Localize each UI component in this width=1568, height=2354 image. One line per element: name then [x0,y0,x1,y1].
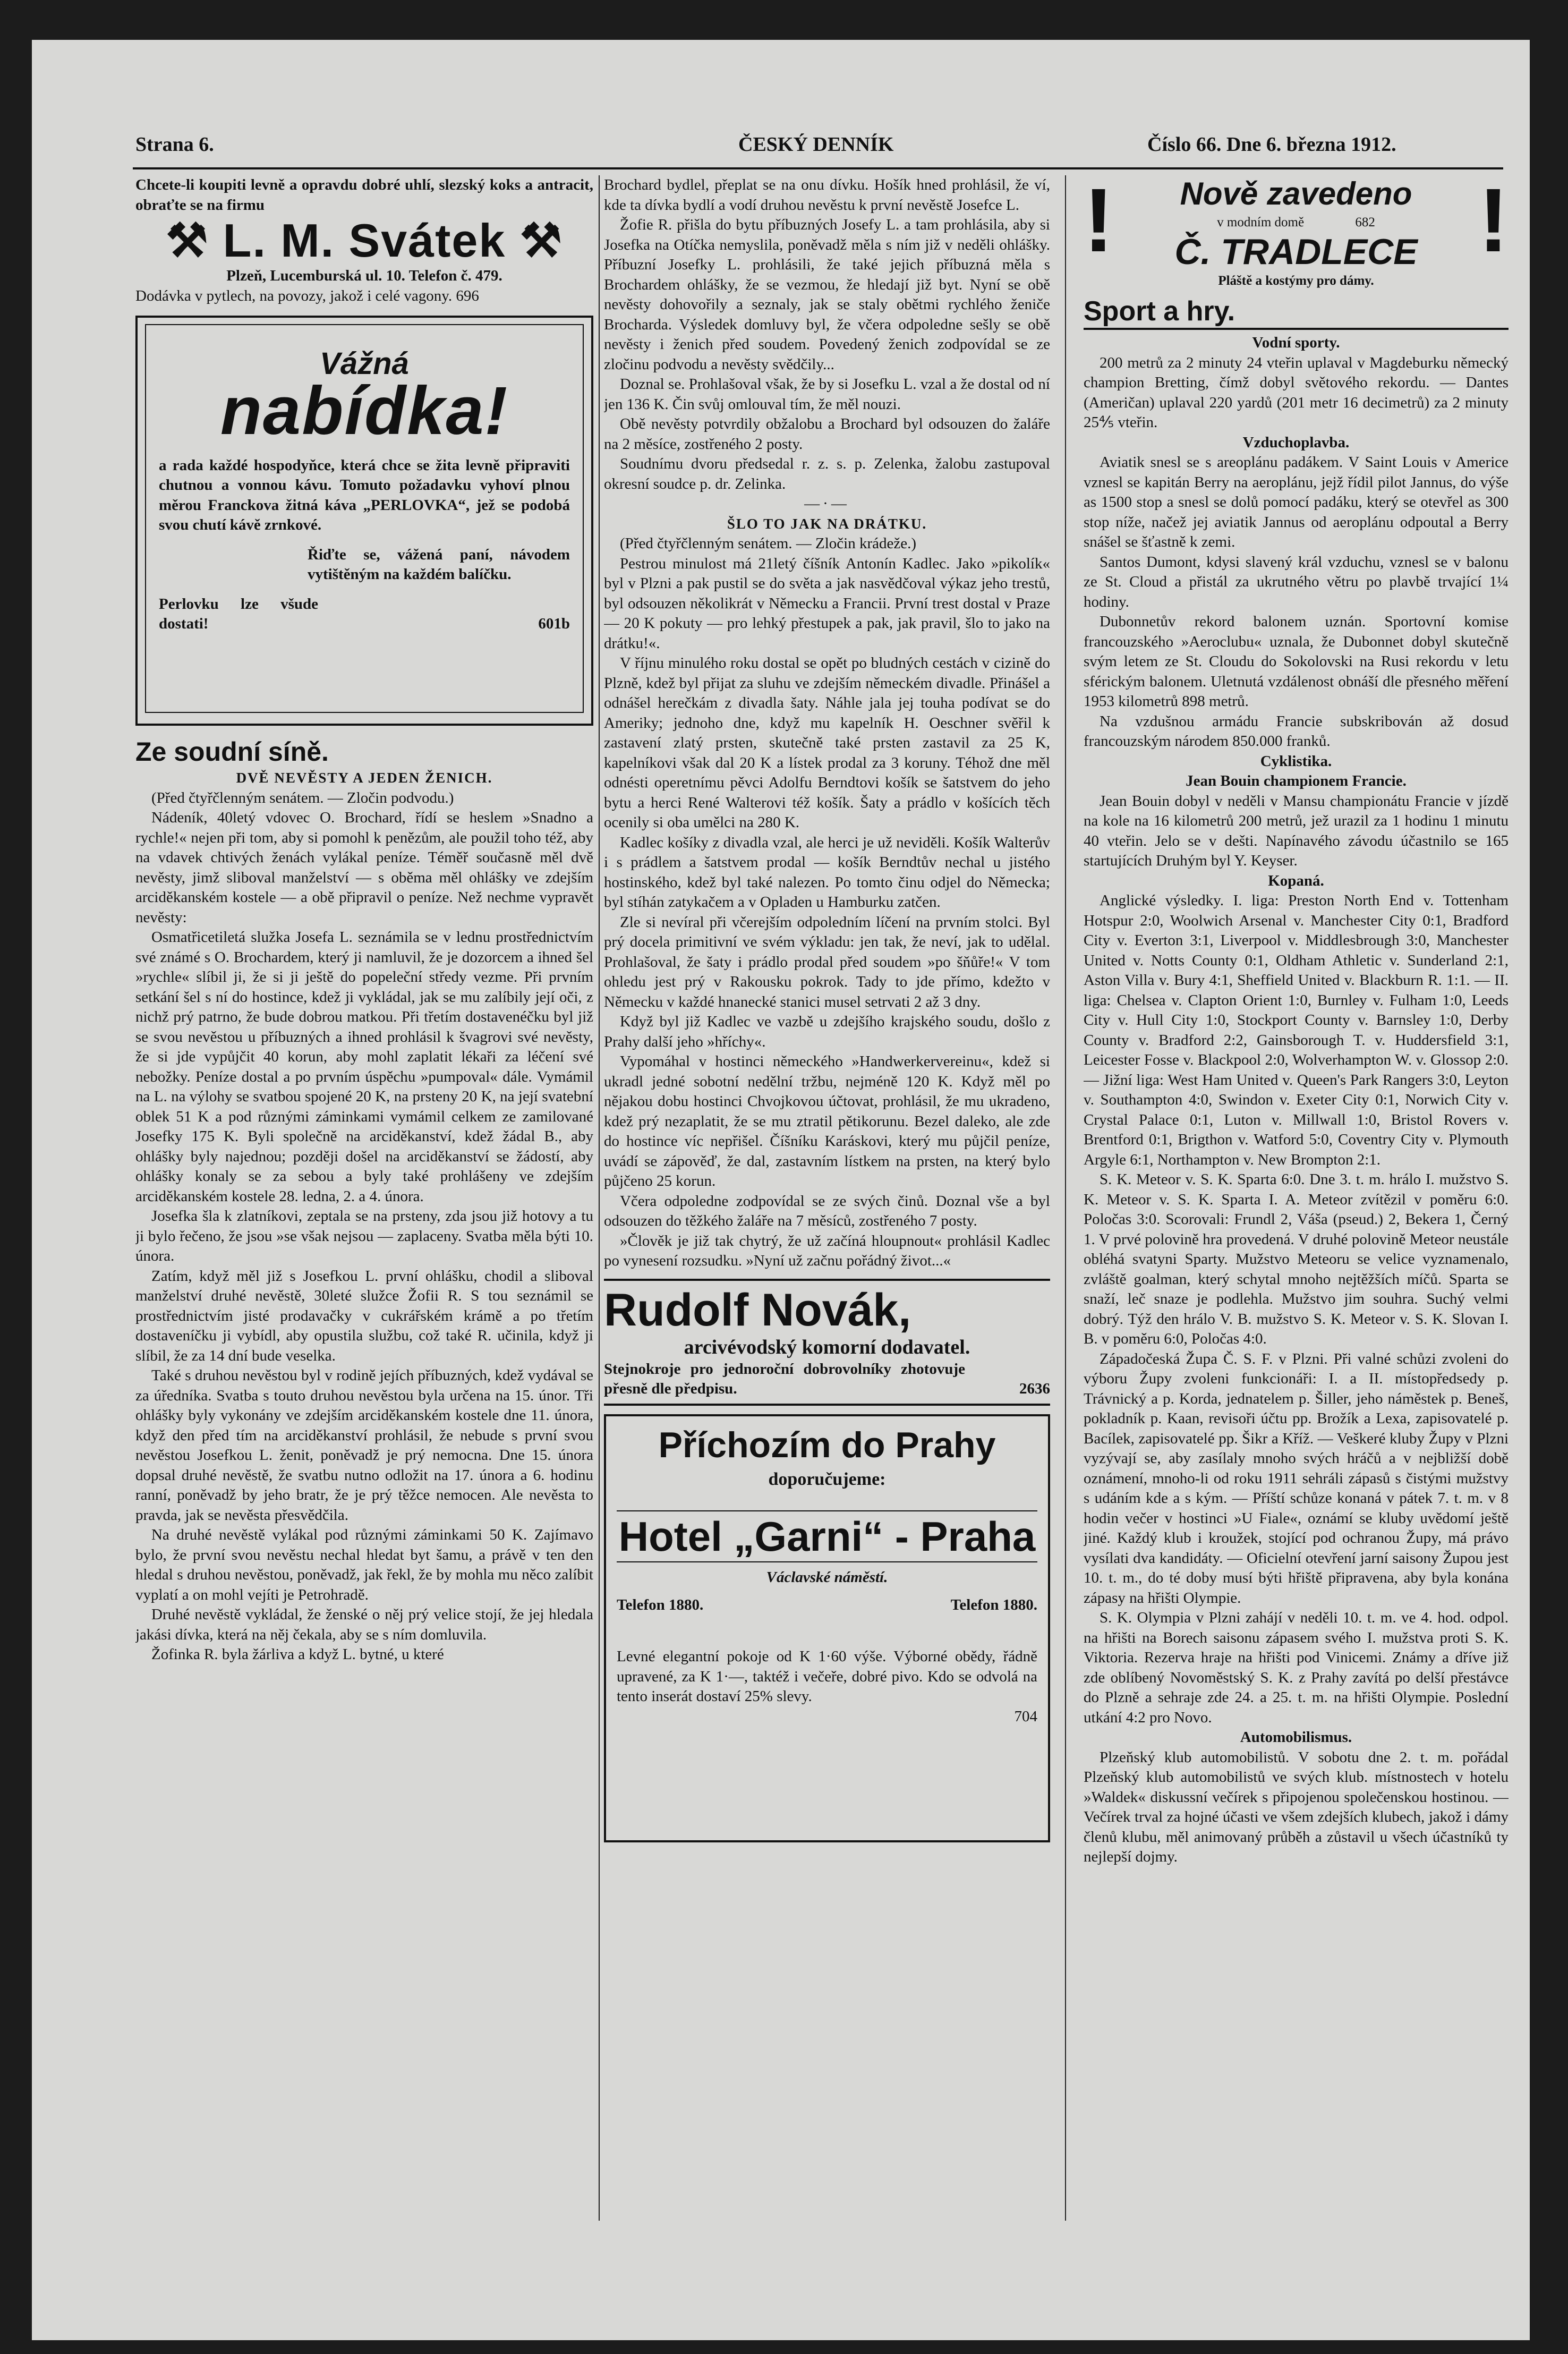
article-paragraph: Kadlec košíky z divadla vzal, ale herci je už neviděli. Košík Walterův i s prádlem a šatstvem prodal — košík Berndtův nechal u jistého hostinského, kdež byl také nalezen. Po tomto činu odjel do Německa; byl stíhán zatykačem a v Opladen u Hamburku zatčen. [604,834,1050,911]
exclamation-mark: ! [1478,175,1509,271]
article-paragraph: Pestrou minulost má 21letý číšník Antonín Kadlec. Jako »pikolík« byl v Plzni a pak pustil se do světa a jak nasvědčoval výkaz jeho trestů, byl odsouzen několikrát v Německu a Francii. První trest dostal v Praze — 20 K pokuty — pro lehký přestupek a pak, jak pravil, šlo to jako na drátku!«. [604,555,1050,652]
ad-title: nabídka! [220,372,509,449]
column-1 [135,175,593,2322]
ad-text: a rada každé hospodyňce, která chce se žita levně připraviti chutnou a vonnou kávu. Tomuto požadavku vyhoví plnou měrou Franckova žitná káva „PERLOVKA“, jež se podobá svou chutí kávě zrnkové. [159,456,570,533]
tradlece-code: 682 [1355,215,1375,230]
article-paragraph: Soudnímu dvoru předsedal r. z. s. p. Zelenka, žalobu zastupoval okresní soudce p. dr. Zelinka. [604,455,1050,492]
perlovka-ad [135,316,593,726]
article-senate: (Před čtyřčlenným senátem. — Zločin krádeže.) [620,535,917,552]
svatek-delivery: Dodávka v pytlech, na povozy, jakož i celé vagony. 696 [135,287,479,304]
novak-footer [604,1359,1050,1399]
article-paragraph: Západočeská Župa Č. S. F. v Plzni. Při valné schůzi zvoleni do výboru Župy zvoleni funkcionáři: I. a II. místopředsedy p. Trávnický a p. Korda, jednatelem p. Šiller, jeho náměstek p. Beneš, pokladník p. Kaan, revisoři účtu pp. Brožík a Lexa, zapisovatelé p. Bacílek, zapisovatelé pp. Šikr a Kříž. — Veškeré kluby Župy v Plzni vyzývají se, aby zasílaly mnoho svých hráčů a v nejbližší době oznámení, mnoho-li od roku 1911 sehráli zápasů s čistými mužstvy s udáním kde a s kým. — Příští schůze konaná v pátek 7. t. m. v 8 hodin večer v hostinci »U Fiale«, oznámí se kluby uvědomí ještě jiné. Každý klub i kroužek, stojící pod ochranou Župy, má právo vysílati dva kandidáty. — Oficielní otevření jarní saisony Župou jest 10. t. m., do té doby musí býti hřiště připravena, aby byla konána zápasy na hřišti Olympie. [1084,1350,1509,1607]
novak-title: arcivévodský komorní dodavatel. [684,1336,970,1358]
article-paragraph: Když byl již Kadlec ve vazbě u zdejšího krajského soudu, došlo z Prahy další jeho »hříchy«. [604,1013,1050,1050]
tradlece-ad [1084,175,1509,290]
article-paragraph: Plzeňský klub automobilistů. V sobotu dne 2. t. m. pořádal Plzeňský klub automobilistů ve svých klub. místnostech v hotelu »Waldek« diskussní večírek s připojenou společenskou hostinou. — Večírek trval za hojné účasti ve všem zdejších klubech, jakož i dámy členů klubu, měl animovaný průběh a zůstavil u všech účastníků ty nejlepší dojmy. [1084,1748,1509,1865]
column-3 [1084,175,1509,2322]
article-paragraph: Druhé nevěstě vykládal, že ženské o něj prý velice stojí, že jej hledala jakási dívka, která na něj čekala, aby se s ním domluvila. [135,1606,593,1643]
article-paragraph: S. K. Olympia v Plzni zahájí v neděli 10. t. m. ve 4. hod. odpol. na hřišti na Borech saisonu zápasem svého I. mužstva proti S. K. Viktoria. Rezerva hraje na hřišti pod Vinicemi. Známy a dříve již zde oblíbený Novoměstský S. K. z Prahy zavítá po delší přestávce do Plzně a sehraje zde 24. a 25. t. m. na hřišti Olympie. Poslední utkání 4:2 pro Novo. [1084,1609,1509,1726]
article-senate: (Před čtyřčlenným senátem. — Zločin podvodu.) [151,789,454,806]
ad-heading: Vážná [320,346,409,381]
hotel-ad [604,1414,1050,1842]
svatek-address: Plzeň, Lucemburská ul. 10. Telefon č. 479. [226,267,502,284]
article-paragraph: Na vzdušnou armádu Francie subskribován až dosud francouzským národem 850.000 franků. [1084,712,1509,750]
article-paragraph: Zatím, když měl již s Josefkou L. první ohlášku, chodil a sliboval manželství druhé nevěstě, 30leté služce Žofii R. S tou seznámil se prostřednictvím jisté prodavačky v cukrářském krámě a po třetím dostaveníčku ji vybídl, aby opustila službu, což také R. učinila, když ji slíbil, že za 14 dní bude veselka. [135,1267,593,1364]
article-paragraph: Žofie R. přišla do bytu příbuzných Josefy L. a tam prohlásila, aby si Josefka na Otíčka nemyslila, poněvadž měla s ním již v neděli ohlášky. Příbuzní Josefky L. prohlásili, že také jejich příbuzná měla s Brochardem ohlášky, že se vezmou, že hledají již byt. Nyní se obě nevěsty dohovořily a seznaly, jak se staly obětmi rychlého ženiče Brocharda. Výsledek domluvy byl, že včera odpoledne sešly se obě nevěsty i ženich před soudem. Povedený ženich zodpovídal se ze zločinu podvodu a nevěsty svědčily... [604,216,1050,373]
novak-text: Stejnokroje pro jednoroční dobrovolníky zhotovuje přesně dle předpisu. [604,1360,965,1397]
tradlece-name: Č. TRADLECE [1174,231,1418,272]
article-paragraph: Aviatik snesl se s areoplánu padákem. V Saint Louis v Americe vznesl se kapitán Berry na aeroplánu, jejž řídil pilot Jannus, do výše as 1500 stop a snesl se dolů pomocí padáku, který se otevřel as 300 stop níže, načež jej aviatik Jannus od aeroplánu odpoutal a Berry snášel se šťastně k zemi. [1084,454,1509,550]
article-paragraph: Vypomáhal v hostinci německého »Handwerkervereinu«, kdež si ukradl jedné sobotní nedělní tržbu, nejméně 120 K. Když měl po nějakou dobu hostinci Chvojkovou účtovat, prohlásil, že mu ukradeno, kdež prý nezaplatit, že se mu ztratil pětikorunu. Bezel daleko, ale zde do hostince víc nepřišel. Číšníku Karáskovi, který mu půjčil peníze, uvádí se zápověď, že dal, zastavním lístkem na prsten, na který bylo půjčeno 25 korun. [604,1053,1050,1189]
hotel-ad-sub: doporučujeme: [768,1469,886,1489]
article-paragraph: 200 metrů za 2 minuty 24 vteřin uplaval v Magdeburku německý champion Bretting, čímž dobyl světového rekordu. — Dantes (Američan) uplaval 220 yardů (201 metr 16 decimetrů) za 2 minuty 25⅘ vteřin. [1084,354,1509,431]
column-divider [1065,175,1066,2221]
masthead: ČESKÝ DENNÍK [738,133,894,156]
article-paragraph: V říjnu minulého roku dostal se opět po bludných cestách v cizině do Plzně, kdež byl přijat za sluhu ve zdejším německém divadle. Přinášel a odnášel herečkám z divadla šaty. Náhle jala jej touha podívat se do Ameriky; jednoho dne, když mu kapelník H. Oeschner svěřil k zastavení zlatý prsten, skutečně také prsten zastavil za 25 K, kapelníkovi však dal 20 K a lístek prodal za 3 koruny. Téhož dne měl odnésti operetnímu pěvci Adolfu Berndtovi košík se šatstvem do jeho bytu a herci René Walterovi též košík. Šaty a prádlo v košících těch ocenily si oba umělci na 280 K. [604,655,1050,831]
hotel-address: Václavské náměstí. [766,1569,888,1586]
article-paragraph: Také s druhou nevěstou byl v rodině jejích příbuzných, kdež vydával se za úředníka. Svatba s touto druhou nevěstou byla určena na 15. únor. Tři ohlášky byly vykonány ve zdejším arciděkanském kostele dne 11. února, když den před tím na arciděkanství prohlásil, že nebude s první svou nevěstou Josefkou L. ženit, poněvadž je prý nemocna. Dne 15. února dopsal druhé nevěstě, že svatbu nutno odložit na 17. února a 6. hodinu ranní, poněvadž by jeho bratr, že je prý těžce nemocen. Ale nevěsta to pravda, jak se nevěsta přesvědčila. [135,1367,593,1524]
tradlece-sub [1084,213,1509,233]
article-title: ŠLO TO JAK NA DRÁTKU. [727,515,927,532]
hotel-ad-heading: Příchozím do Prahy [658,1424,996,1465]
article-paragraph: Žofinka R. byla žárliva a když L. bytné, u které [151,1646,444,1663]
novak-ad [604,1279,1050,1406]
section-title: Ze soudní síně. [135,737,329,767]
hotel-telephone: Telefon 1880. [617,1596,704,1613]
ad-footer-left: Perlovku lze všude dostati! [159,595,318,632]
issue-date: Číslo 66. Dne 6. března 1912. [1147,133,1396,156]
tradlece-sub-text: v modním domě [1217,215,1305,230]
ad-footer-code: 601b [538,615,570,632]
newspaper-page [32,40,1530,2340]
article-paragraph: Osmatřicetiletá služka Josefa L. seznámila se v lednu prostřednictvím své známé s O. Brochardem, který ji namluvil, že je dozorcem a ihned šel »rychle« slíbil ji, že si ji ještě do popeleční středy vezme. Při prvním setkání šel s ní do hostince, kdež ji vykládal, jak se mu zalíbily její oči, z nichž prý patrno, že bude dobrou matkou. Při třetím dostavenéčku byl již se svou nevěstou u příbuzných a ihned prohlásil k švagrovi své nevěsty, že si jde vypůjčit 40 korun, aby mohl zaplatit lékaři za léčení své nebožky. Peníze dostal a po prvním úspěchu »pumpoval« dále. Vymámil na L. na výlohy se svatbou spojené 20 K, na prsteny 20 K, na její svatební oblek 51 K a pod různými záminkami vymámil celkem ze zamilované Josefky 175 K. Byli společně na arciděkanství, kdež žádal B., aby ohlášky byly najednou; později došel na arciděkanství se žádostí, aby ohlášky konaly se za sebou a byly také prohlášeny ve zdejším arciděkanském kostele 28. ledna, 2. a 4. února. [135,929,593,1205]
ad-advice: Řiďte se, vážená paní, návodem vytištěným na každém balíčku. [308,546,570,583]
svatek-intro: Chcete-li koupiti levně a opravdu dobré uhlí, slezský koks a antracit, obraťte se na firmu [135,176,593,214]
subsection-title: Automobilismus. [1240,1729,1352,1746]
article-paragraph: Zle si nevíral při včerejším odpoledním líčení na prvním stolci. Byl prý docela primitivní ve svém výkladu: jen tak, že neví, jak to udělal. Prohlašoval, že šaty i prádlo prodal před soudem »po šňůře!« V tom ohledu jest prý v Rakousku pokrok. Tady to jde přímo, kdežto v Německu v každé hnanecké stanici musel setrvati 2 až 3 dny. [604,913,1050,1010]
article-paragraph: Doznal se. Prohlašoval však, že by si Josefku L. vzal a že dostal od ní jen 136 K. Čin svůj omlouval tím, že měl nouzi. [604,376,1050,413]
ad-footer [159,594,570,634]
hotel-text: Levné elegantní pokoje od K 1·60 výše. Výborné obědy, řádně upravené, za K 1·—, taktéž i večeře, dobré pivo. Kdo se odvolá na tento inserát dostaví 25% slevy. [617,1648,1037,1705]
article-paragraph: Brochard bydlel, přeplat se na onu dívku. Hošík hned prohlásil, že ví, kde ta dívka bydlí a vodí druhou nevěstu k první nevěstě Josefce L. [604,176,1050,214]
tradlece-tagline: Pláště a kostýmy pro dámy. [1218,273,1374,288]
novak-name: Rudolf Novák, [604,1284,911,1336]
article-paragraph: S. K. Meteor v. S. K. Sparta 6:0. Dne 3. t. m. hrálo I. mužstvo S. K. Meteor v. S. K. Sparta I. A. Meteor zvítězil v poměru 6:0. Poločas 3:0. Scorovali: Frundl 2, Váša (pseud.) 2, Bekera 1, Černý 1. V prvé polovině hra provedená. V druhé polovině Meteor neustále obléhá svatyni Sparty. Mužstvo Meteoru se velice vyznamenalo, zvláště goalman, který schytal mnoho nejtěžších míčů. Sparta se snaží, leč snaze je podlehla. Mužstvo jim souhra. Suchý velmi dobrý. Týž den hrálo V. B. mužstvo S. K. Meteor v. S. K. Slovan I. B. v poměru 6:0, Poločas 4:0. [1084,1171,1509,1347]
subsection-title: Kopaná. [1268,872,1324,889]
header-rule [133,167,1503,169]
svatek-name: ⚒ L. M. Svátek ⚒ [166,214,563,267]
section-title: Sport a hry. [1084,295,1509,330]
subsection-title: Vodní sporty. [1252,334,1340,351]
article-paragraph: Dubonnetův rekord balonem uznán. Sportovní komise francouzského »Aeroclubu« uznala, že Dubonnet dobyl skutečně svým letem ze St. Cloudu do Sokolovski na Rusi rekordu v letu sférickým balonem. Uletnutá vzdálenost obnáší dle přesného měření 1953 kilometrů 898 metrů. [1084,613,1509,710]
exclamation-mark: ! [1084,175,1114,271]
hotel-name: Hotel „Garni“ - Praha [617,1510,1037,1562]
article-paragraph: Obě nevěsty potvrdily obžalobu a Brochard byl odsouzen do žaláře na 2 měsíce, zostřeného 2 posty. [604,415,1050,453]
subsection-title: Vzduchoplavba. [1242,434,1350,451]
article-title: DVĚ NEVĚSTY A JEDEN ŽENICH. [236,770,493,786]
article-paragraph: Josefka šla k zlatníkovi, zeptala se na prsteny, zda jsou již hotovy a tu ji bylo řečeno, že jsou »se však nejsou — zaplaceny. Svatba měla býti 10. února. [135,1208,593,1264]
article-paragraph: Jean Bouin dobyl v neděli v Mansu championátu Francie v jízdě na kole na 16 kilometrů 200 metrů, jež urazil za 1 hodinu 1 minutu 40 vteřin. Jelo se v dešti. Napínavého závodu účastnilo se 165 startujících Druhým byl Y. Keyser. [1084,792,1509,869]
column-2 [604,175,1050,2322]
article-paragraph: Santos Dumont, kdysi slavený král vzduchu, vznesl se v balonu ze St. Cloud a přistál za ukrutného větru po plavbě trvající 1¼ hodiny. [1084,553,1509,610]
tradlece-heading: Nově zavedeno [1180,176,1412,211]
novak-code: 2636 [1019,1380,1050,1397]
article-title: Jean Bouin championem Francie. [1186,772,1407,789]
divider: —·— [804,495,850,512]
article-paragraph: Nádeník, 40letý vdovec O. Brochard, řídí se heslem »Snadno a rychle!« nejen při tom, aby si pomohl k penězům, ale použil toho též, aby na vdavek chtivých ženách vylákal peníze. Téměř současně měl dvě nevěsty, jimž sliboval manželství — s oběma měl ohlášky ve zdejším arciděkanském kostele — a obě připravil o peníze. Než nechme vypravět nevěsty: [135,809,593,926]
article-paragraph: Na druhé nevěstě vylákal pod různými záminkami 50 K. Zajímavo bylo, že první svou nevěstu nechal hledat byt šamu, a právě v ten den hledal s druhou nevěstou, poněvadž, jak řekl, že by mohla mu něco zalíbit vyplatí a on mohl vejíti je Petrohradě. [135,1526,593,1603]
hotel-telephones [617,1595,1037,1616]
hotel-code: 704 [1014,1707,1037,1725]
article-paragraph: Včera odpoledne zodpovídal se ze svých činů. Doznal vše a byl odsouzen do těžkého žaláře na 7 měsíců, zostřeného 7 posty. [604,1192,1050,1229]
article-paragraph: Anglické výsledky. I. liga: Preston North End v. Tottenham Hotspur 2:0, Woolwich Arsenal v. Manchester City 0:1, Bradford City v. Everton 3:1, Liverpool v. Middlesbrough 3:0, Manchester United v. Notts County 0:1, Oldham Athletic v. Sunderland 2:1, Aston Villa v. Bury 4:1, Sheffield United v. Blackburn R. 1:1. — II. liga: Chelsea v. Clapton Orient 1:0, Burnley v. Fulham 1:0, Leeds City v. Hull City 1:0, Stockport County v. Barnsley 1:0, Derby County v. Bradford 2:2, Gainsborough T. v. Huddersfield 3:1, Leicester Fosse v. Blackpool 2:0, Wolverhampton W. v. Glossop 2:0. — Jižní liga: West Ham United v. Queen's Park Rangers 3:0, Leyton v. Southampton 4:0, Swindon v. Exeter City 0:1, Norwich City v. Crystal Palace 0:1, Luton v. Millwall 1:0, Bristol Rovers v. Brentford 0:1, Brigthon v. Watford 5:0, Coventry City v. Plymouth Argyle 6:1, Northampton v. New Brompton 2:1. [1084,892,1509,1168]
column-divider [599,175,600,2221]
hotel-telephone: Telefon 1880. [950,1596,1037,1613]
subsection-title: Cyklistika. [1260,752,1332,770]
article-paragraph: »Člověk je již tak chytrý, že už začíná hloupnout« prohlásil Kadlec po vynesení rozsudku. »Nyní už začnu pořádný život...« [604,1232,1050,1269]
page-number: Strana 6. [135,133,214,156]
